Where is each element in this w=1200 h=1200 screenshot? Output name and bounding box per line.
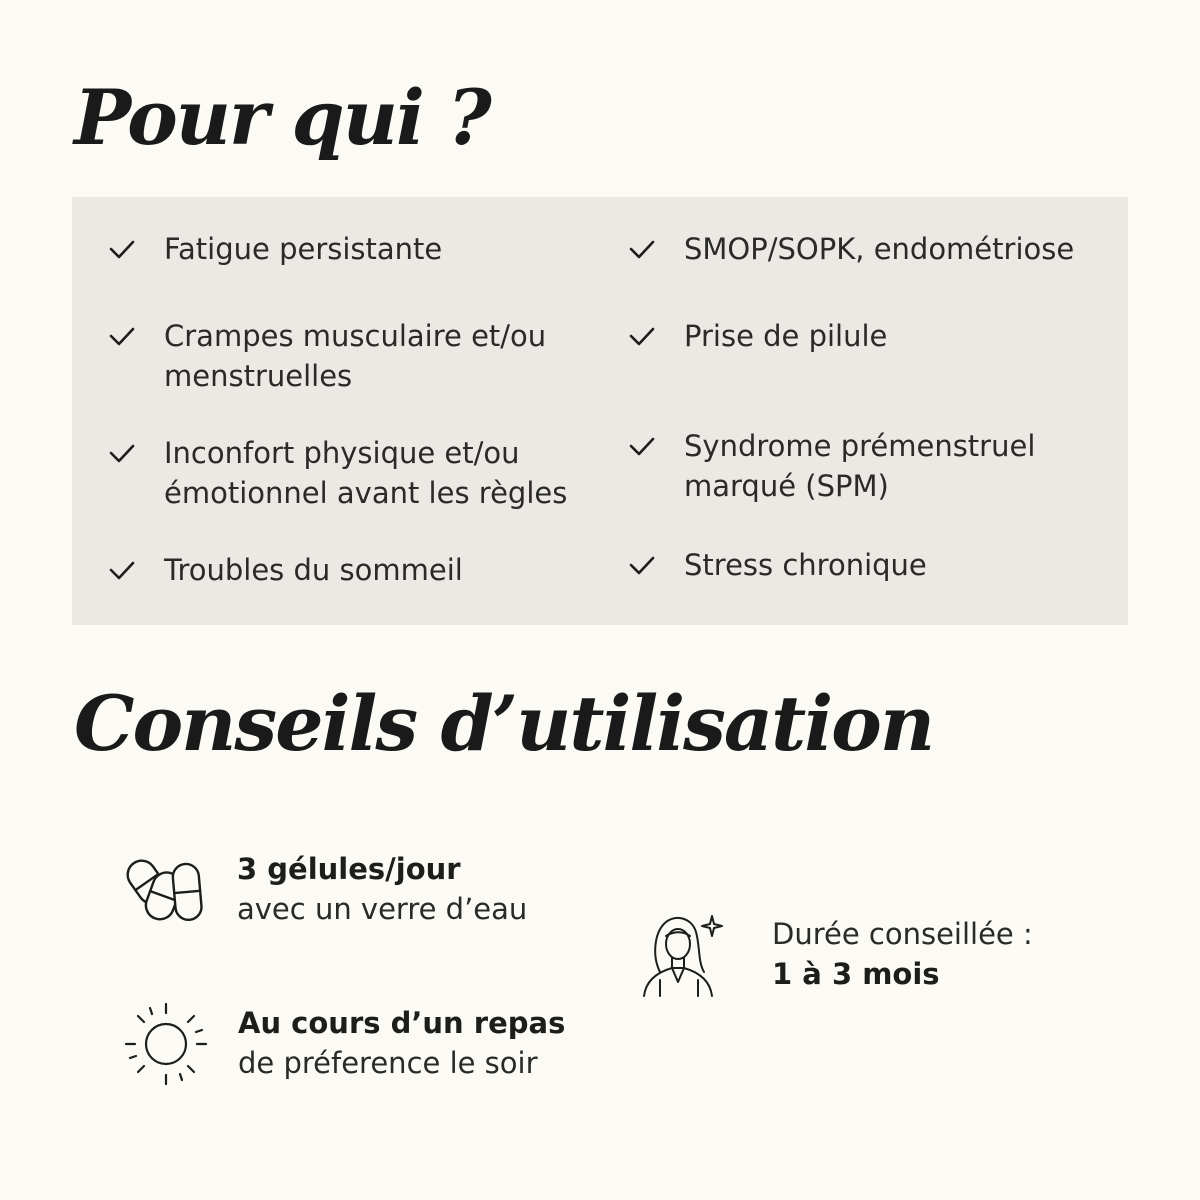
condition-text: Syndrome prémenstruel: [684, 429, 1036, 463]
section-title-usage: Conseils d’utilisation: [74, 679, 934, 768]
condition-text: marqué (SPM): [684, 469, 889, 503]
condition-item: [684, 426, 1035, 506]
usage-meal: [238, 1003, 565, 1083]
check-icon: [108, 324, 136, 348]
condition-text: SMOP/SOPK, endométriose: [684, 232, 1075, 266]
usage-meal-timing: Au cours d’un repas: [238, 1006, 566, 1040]
check-icon: [628, 324, 656, 348]
condition-text: émotionnel avant les règles: [164, 476, 568, 510]
usage-capsules-detail: avec un verre d’eau: [237, 892, 528, 926]
usage-meal-detail: de préference le soir: [238, 1046, 538, 1080]
condition-text: Troubles du sommeil: [164, 553, 463, 587]
condition-item: [164, 550, 463, 590]
usage-duration: [772, 914, 1033, 994]
capsules-icon: [120, 848, 208, 932]
condition-item: [684, 229, 1074, 269]
condition-text: menstruelles: [164, 359, 353, 393]
condition-item: [164, 229, 442, 269]
usage-capsules-dose: 3 gélules/jour: [237, 852, 461, 886]
condition-item: [164, 316, 546, 396]
usage-capsules: [237, 849, 527, 929]
usage-duration-label: Durée conseillée :: [772, 917, 1033, 951]
check-icon: [628, 553, 656, 577]
target-conditions-panel: [72, 197, 1128, 625]
condition-item: [164, 433, 567, 513]
check-icon: [628, 237, 656, 261]
check-icon: [628, 434, 656, 458]
check-icon: [108, 558, 136, 582]
sun-icon: [122, 1000, 210, 1088]
woman-sparkle-icon: [640, 910, 724, 998]
condition-text: Fatigue persistante: [164, 232, 443, 266]
usage-duration-value: 1 à 3 mois: [772, 957, 940, 991]
condition-text: Prise de pilule: [684, 319, 888, 353]
condition-item: [684, 316, 887, 356]
check-icon: [108, 237, 136, 261]
condition-text: Stress chronique: [684, 548, 927, 582]
condition-text: Inconfort physique et/ou: [164, 436, 520, 470]
condition-item: [684, 545, 927, 585]
check-icon: [108, 441, 136, 465]
section-title-for-who: Pour qui ?: [74, 73, 490, 162]
condition-text: Crampes musculaire et/ou: [164, 319, 547, 353]
